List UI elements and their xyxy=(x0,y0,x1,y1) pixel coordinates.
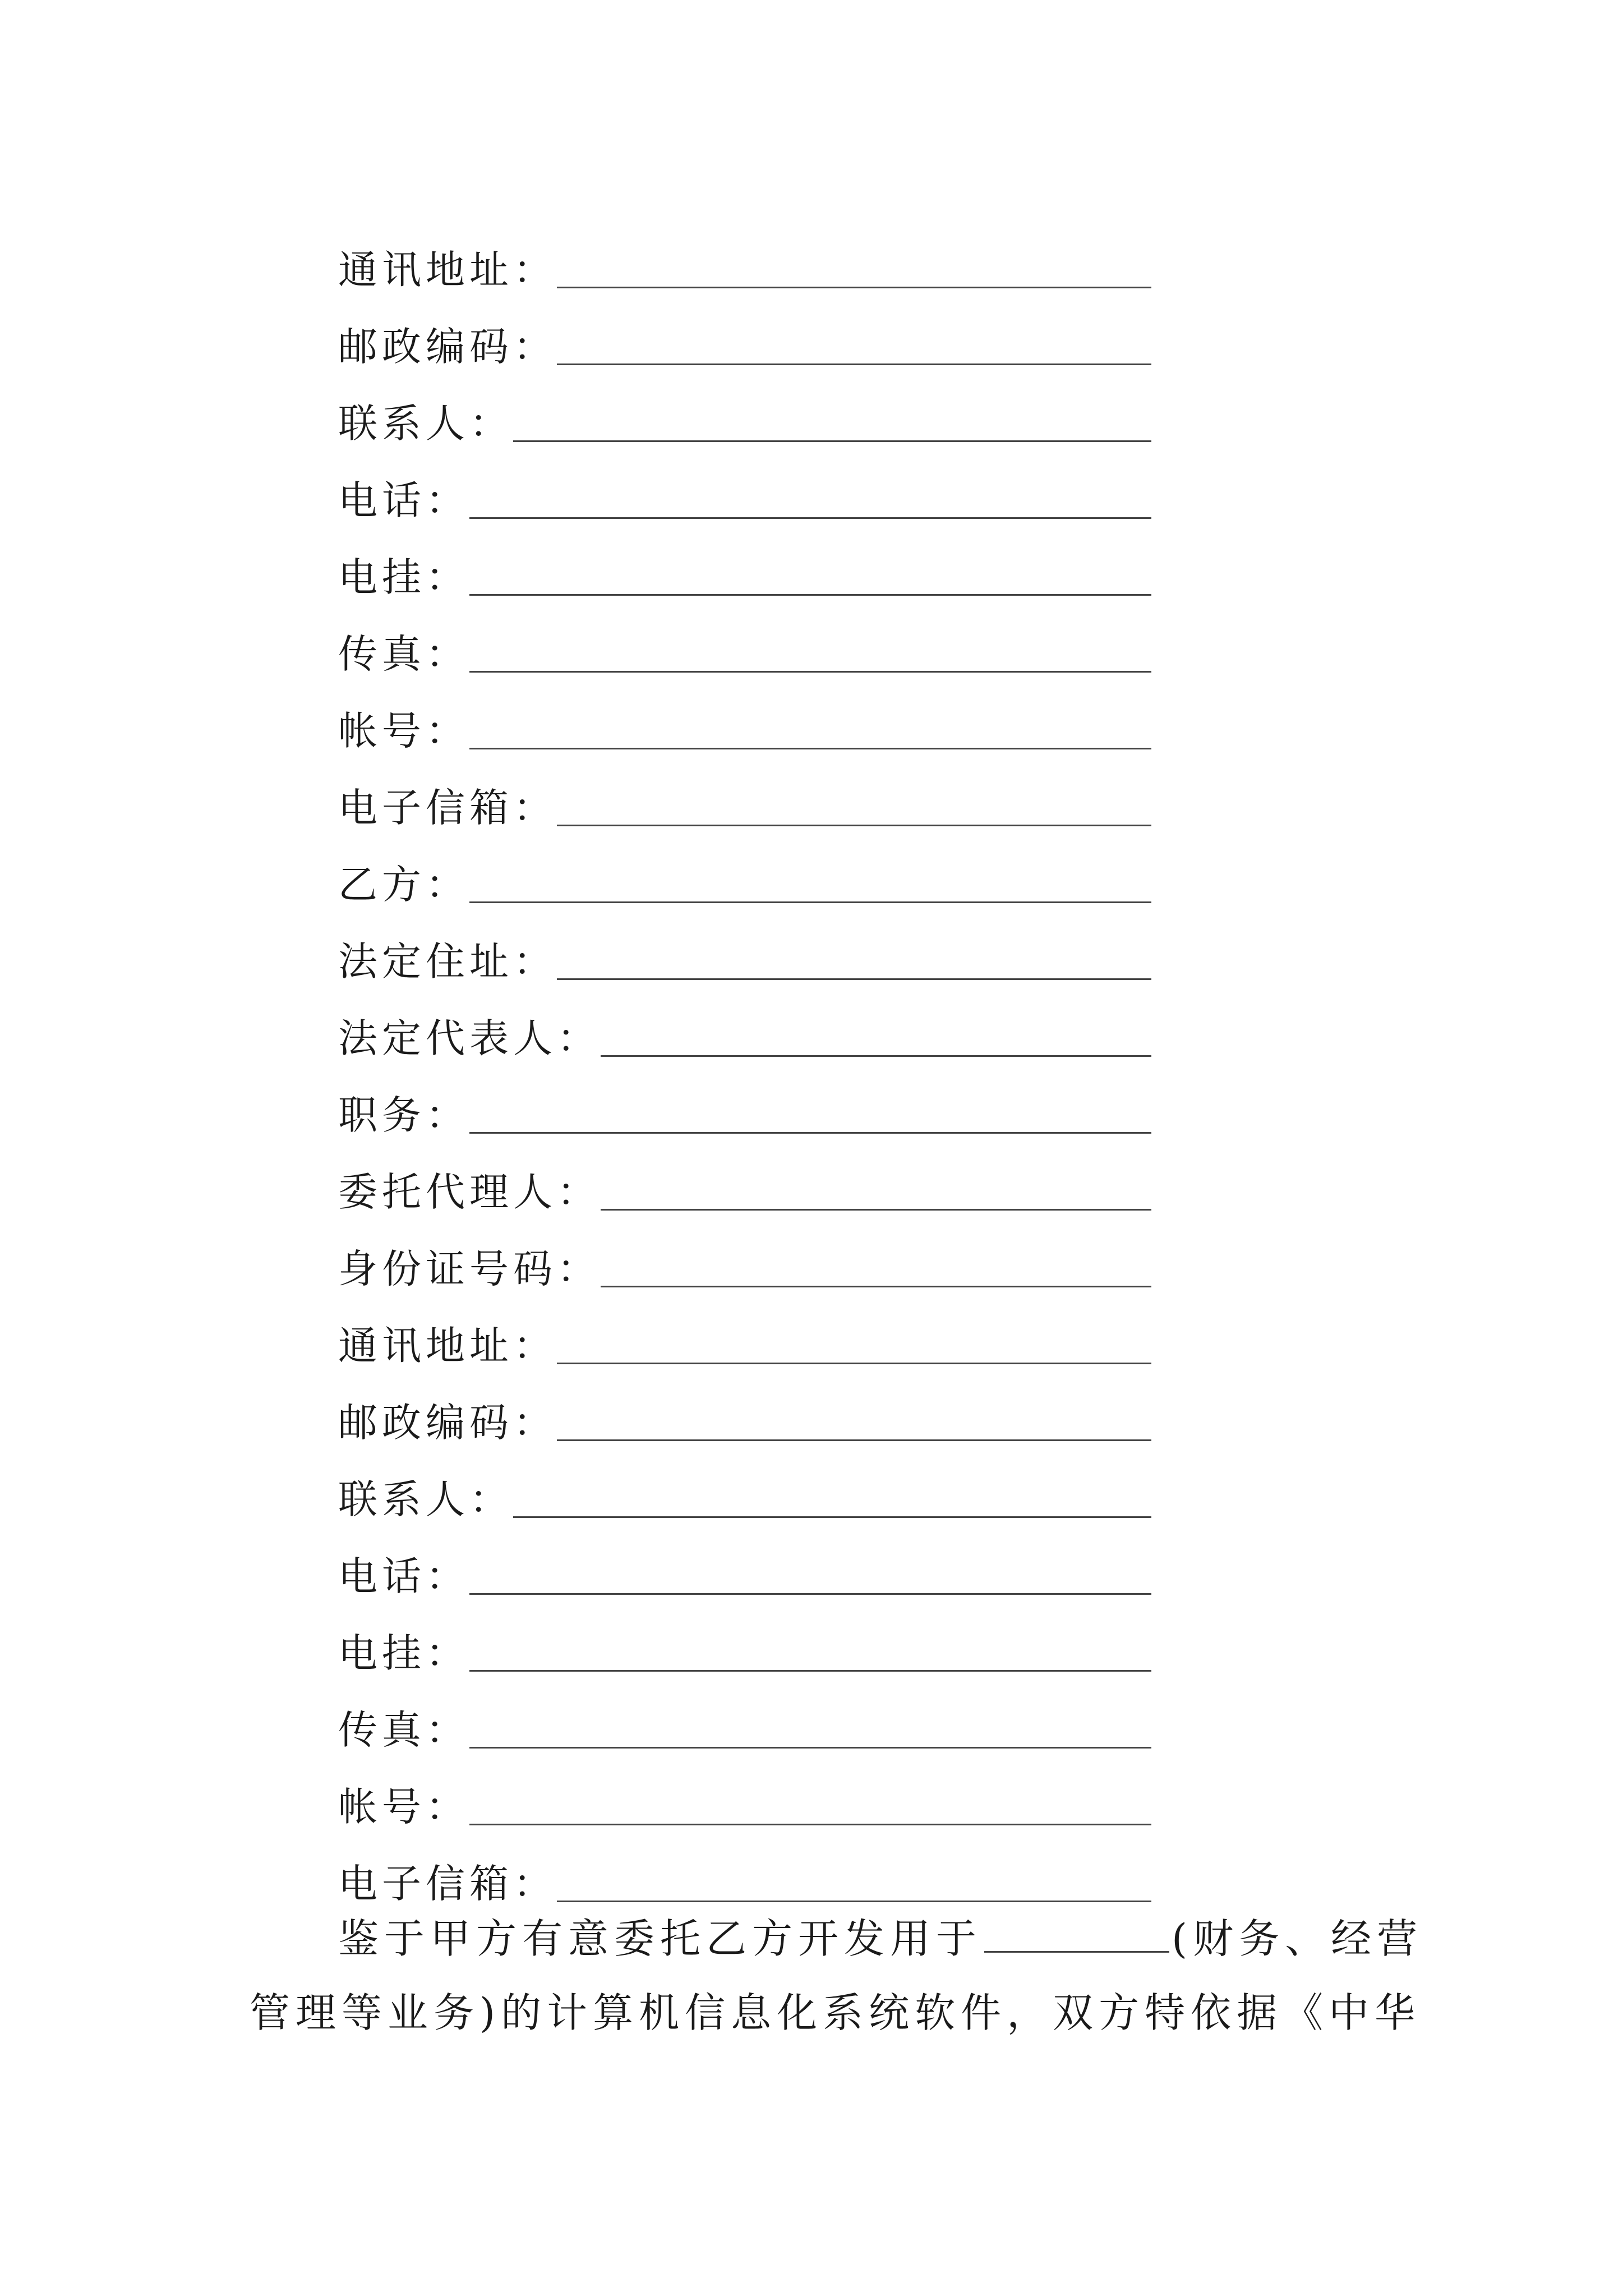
paragraph-text: (财务、经营 xyxy=(1172,1915,1423,1962)
field-blank-line[interactable] xyxy=(557,978,1151,980)
paragraph-text: 鉴于甲方有意委托乙方开发用于 xyxy=(338,1915,983,1962)
field-label: 电挂： xyxy=(338,554,469,600)
field-row xyxy=(338,677,1151,754)
field-row xyxy=(338,1215,1151,1292)
field-label: 身份证号码： xyxy=(338,1246,601,1292)
field-blank-line[interactable] xyxy=(601,1209,1151,1211)
field-row xyxy=(338,1292,1151,1369)
field-label: 电子信箱： xyxy=(338,1861,557,1907)
field-row xyxy=(338,216,1151,293)
field-label: 电挂： xyxy=(338,1630,469,1676)
field-label: 电子信箱： xyxy=(338,785,557,831)
field-blank-line[interactable] xyxy=(469,1824,1151,1825)
field-row xyxy=(338,754,1151,831)
field-row xyxy=(338,447,1151,523)
field-row xyxy=(338,293,1151,370)
field-label: 委托代理人： xyxy=(338,1169,601,1215)
purpose-blank-line[interactable] xyxy=(984,1916,1169,1953)
field-label: 通讯地址： xyxy=(338,247,557,293)
field-blank-line[interactable] xyxy=(469,517,1151,519)
field-row xyxy=(338,1676,1151,1753)
field-row xyxy=(338,984,1151,1061)
contract-preamble-paragraph xyxy=(250,1902,1423,2050)
field-label: 邮政编码： xyxy=(338,324,557,370)
field-label: 通讯地址： xyxy=(338,1323,557,1369)
field-row xyxy=(338,523,1151,600)
field-blank-line[interactable] xyxy=(513,440,1151,442)
field-row xyxy=(338,1061,1151,1138)
field-label: 传真： xyxy=(338,1707,469,1753)
field-blank-line[interactable] xyxy=(557,1363,1151,1364)
field-blank-line[interactable] xyxy=(469,594,1151,596)
field-blank-line[interactable] xyxy=(469,671,1151,673)
field-label: 联系人： xyxy=(338,401,513,447)
field-label: 法定住址： xyxy=(338,938,557,984)
field-label: 法定代表人： xyxy=(338,1015,601,1061)
field-row xyxy=(338,1369,1151,1446)
paragraph-line xyxy=(250,1902,1423,1976)
field-label: 传真： xyxy=(338,631,469,677)
field-blank-line[interactable] xyxy=(469,1132,1151,1134)
field-row xyxy=(338,1446,1151,1522)
field-blank-line[interactable] xyxy=(557,287,1151,288)
field-row xyxy=(338,1599,1151,1676)
field-blank-line[interactable] xyxy=(469,1747,1151,1749)
field-row xyxy=(338,370,1151,447)
field-row xyxy=(338,1138,1151,1215)
field-row xyxy=(338,908,1151,984)
field-label: 帐号： xyxy=(338,708,469,754)
field-row xyxy=(338,1522,1151,1599)
field-blank-line[interactable] xyxy=(513,1516,1151,1518)
field-blank-line[interactable] xyxy=(557,364,1151,365)
field-row xyxy=(338,600,1151,677)
paragraph-text: 管理等业务)的计算机信息化系统软件，双方特依据《中华 xyxy=(250,1989,1421,2036)
field-label: 职务： xyxy=(338,1092,469,1138)
field-label: 电话： xyxy=(338,477,469,523)
field-row xyxy=(338,1830,1151,1907)
field-label: 乙方： xyxy=(338,862,469,908)
contact-field-list xyxy=(338,216,1151,1907)
field-row xyxy=(338,831,1151,908)
field-blank-line[interactable] xyxy=(557,1439,1151,1441)
field-row xyxy=(338,1753,1151,1830)
field-blank-line[interactable] xyxy=(557,825,1151,826)
field-blank-line[interactable] xyxy=(469,748,1151,749)
field-blank-line[interactable] xyxy=(469,1670,1151,1672)
field-label: 电话： xyxy=(338,1553,469,1599)
paragraph-line xyxy=(250,1976,1421,2050)
field-label: 联系人： xyxy=(338,1476,513,1522)
field-blank-line[interactable] xyxy=(601,1055,1151,1057)
field-blank-line[interactable] xyxy=(601,1286,1151,1287)
field-blank-line[interactable] xyxy=(469,1593,1151,1595)
field-blank-line[interactable] xyxy=(469,901,1151,903)
field-label: 帐号： xyxy=(338,1784,469,1830)
field-label: 邮政编码： xyxy=(338,1400,557,1446)
